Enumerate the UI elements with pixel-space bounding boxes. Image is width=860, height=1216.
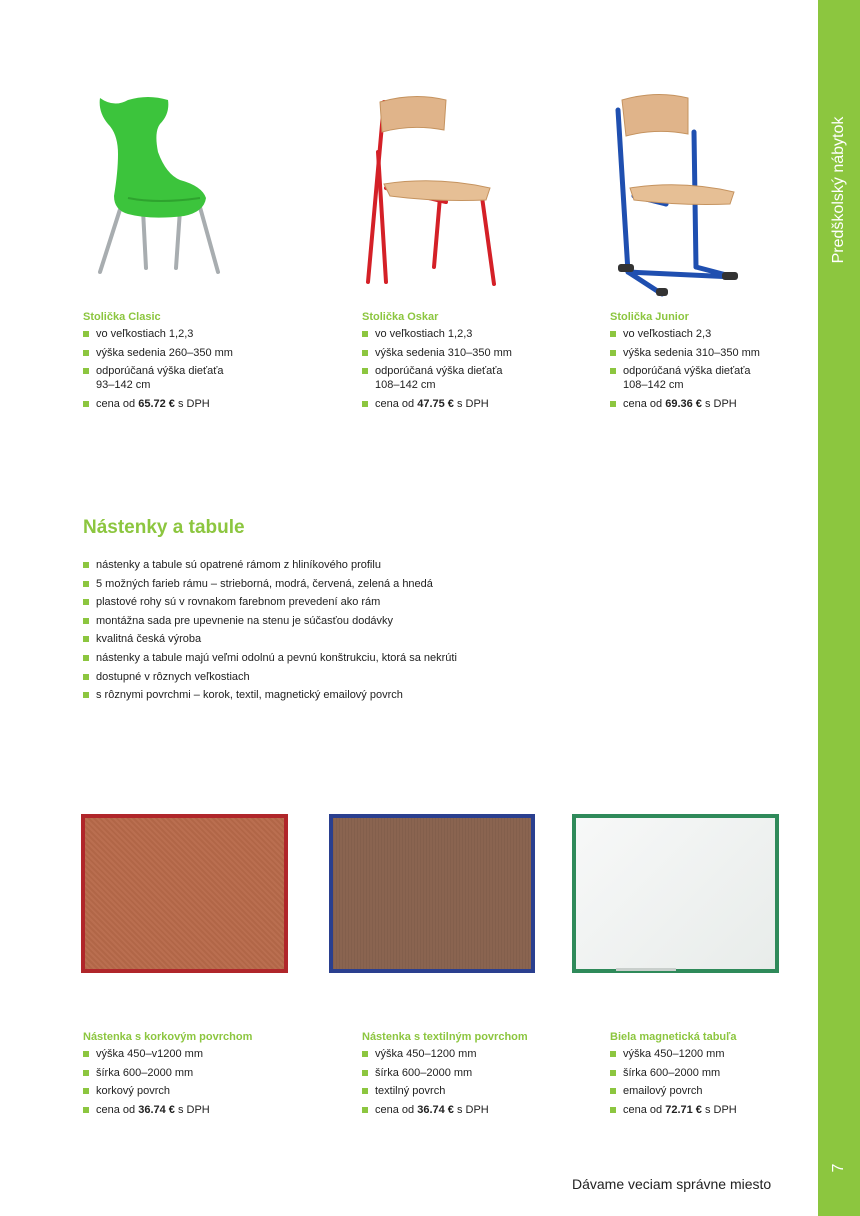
feature-item: kvalitná česká výroba xyxy=(83,632,683,646)
spec-item: výška sedenia 310–350 mm xyxy=(362,346,582,360)
price-item: cena od 36.74 € s DPH xyxy=(362,1103,582,1117)
price: 36.74 € xyxy=(138,1103,175,1116)
price: 47.75 € xyxy=(417,397,454,410)
chair-junior-backrest xyxy=(622,94,688,136)
footer-tagline: Dávame veciam správne miesto xyxy=(572,1176,772,1192)
feature-item: nástenky a tabule sú opatrené rámom z hliníkového profilu xyxy=(83,558,683,572)
feature-item: s rôznymi povrchmi – korok, textil, magnetický emailový povrch xyxy=(83,688,683,702)
spec-item: šírka 600–2000 mm xyxy=(83,1066,303,1080)
price-item: cena od 36.74 € s DPH xyxy=(83,1103,303,1117)
feature-item: montážna sada pre upevnenie na stenu je súčasťou dodávky xyxy=(83,614,683,628)
board-textile-image xyxy=(329,814,535,973)
spec-list xyxy=(362,327,582,411)
spec-item: výška 450–v1200 mm xyxy=(83,1047,303,1061)
spec-item: výška 450–1200 mm xyxy=(610,1047,830,1061)
price-item: cena od 65.72 € s DPH xyxy=(83,397,303,411)
spec-item: odporúčaná výška dieťaťa 93–142 cm xyxy=(83,364,231,392)
feature-item: nástenky a tabule majú veľmi odolnú a pevnú konštrukciu, ktorá sa nekrúti xyxy=(83,651,683,665)
product-title: Stolička Junior xyxy=(610,311,689,323)
feature-list xyxy=(83,558,683,707)
board-whiteboard xyxy=(610,1031,830,1121)
product-title: Biela magnetická tabuľa xyxy=(610,1031,737,1043)
spec-item: výška 450–1200 mm xyxy=(362,1047,582,1061)
chair-oskar-image xyxy=(356,92,506,287)
feature-item: plastové rohy sú v rovnakom farebnom prevedení ako rám xyxy=(83,595,683,609)
spec-item: korkový povrch xyxy=(83,1084,303,1098)
spec-item: odporúčaná výška dieťaťa 108–142 cm xyxy=(362,364,520,392)
board-cork-image xyxy=(81,814,288,973)
chair-junior xyxy=(610,311,830,415)
board-textile xyxy=(362,1031,582,1121)
page-number: 7 xyxy=(830,1163,847,1173)
product-title: Stolička Oskar xyxy=(362,311,439,323)
price-item: cena od 69.36 € s DPH xyxy=(610,397,830,411)
spec-item: vo veľkostiach 2,3 xyxy=(610,327,830,341)
price-item: cena od 72.71 € s DPH xyxy=(610,1103,830,1117)
spec-list xyxy=(362,1047,582,1117)
product-title: Stolička Clasic xyxy=(83,311,161,323)
board-whiteboard-image xyxy=(572,814,779,973)
spec-list xyxy=(83,1047,303,1117)
chair-clasic xyxy=(83,311,303,415)
price: 72.71 € xyxy=(665,1103,702,1116)
price: 65.72 € xyxy=(138,397,175,410)
feature-item: 5 možných farieb rámu – strieborná, modrá, červená, zelená a hnedá xyxy=(83,577,683,591)
spec-item: výška sedenia 260–350 mm xyxy=(83,346,303,360)
board-cork xyxy=(83,1031,303,1121)
spec-item: vo veľkostiach 1,2,3 xyxy=(83,327,303,341)
spec-item: šírka 600–2000 mm xyxy=(362,1066,582,1080)
chair-oskar-seat xyxy=(384,181,490,201)
spec-item: vo veľkostiach 1,2,3 xyxy=(362,327,582,341)
spec-list xyxy=(610,1047,830,1117)
product-title: Nástenka s textilným povrchom xyxy=(362,1031,528,1043)
spec-item: emailový povrch xyxy=(610,1084,830,1098)
spec-list xyxy=(83,327,303,411)
price: 69.36 € xyxy=(665,397,702,410)
sidebar-title: Predškolský nábytok xyxy=(830,116,847,264)
price: 36.74 € xyxy=(417,1103,454,1116)
chair-clasic-image xyxy=(88,92,228,282)
spec-item: odporúčaná výška dieťaťa 108–142 cm xyxy=(610,364,768,392)
price-item: cena od 47.75 € s DPH xyxy=(362,397,582,411)
spec-item: textilný povrch xyxy=(362,1084,582,1098)
spec-item: výška sedenia 310–350 mm xyxy=(610,346,830,360)
chair-junior-seat xyxy=(630,185,734,205)
chair-oskar-backrest xyxy=(380,96,446,132)
chair-junior-image xyxy=(612,92,747,297)
section-title: Nástenky a tabule xyxy=(83,517,245,538)
product-title: Nástenka s korkovým povrchom xyxy=(83,1031,253,1043)
feature-item: dostupné v rôznych veľkostiach xyxy=(83,670,683,684)
spec-item: šírka 600–2000 mm xyxy=(610,1066,830,1080)
chair-oskar xyxy=(362,311,582,415)
spec-list xyxy=(610,327,830,411)
marker-tray xyxy=(616,968,676,971)
